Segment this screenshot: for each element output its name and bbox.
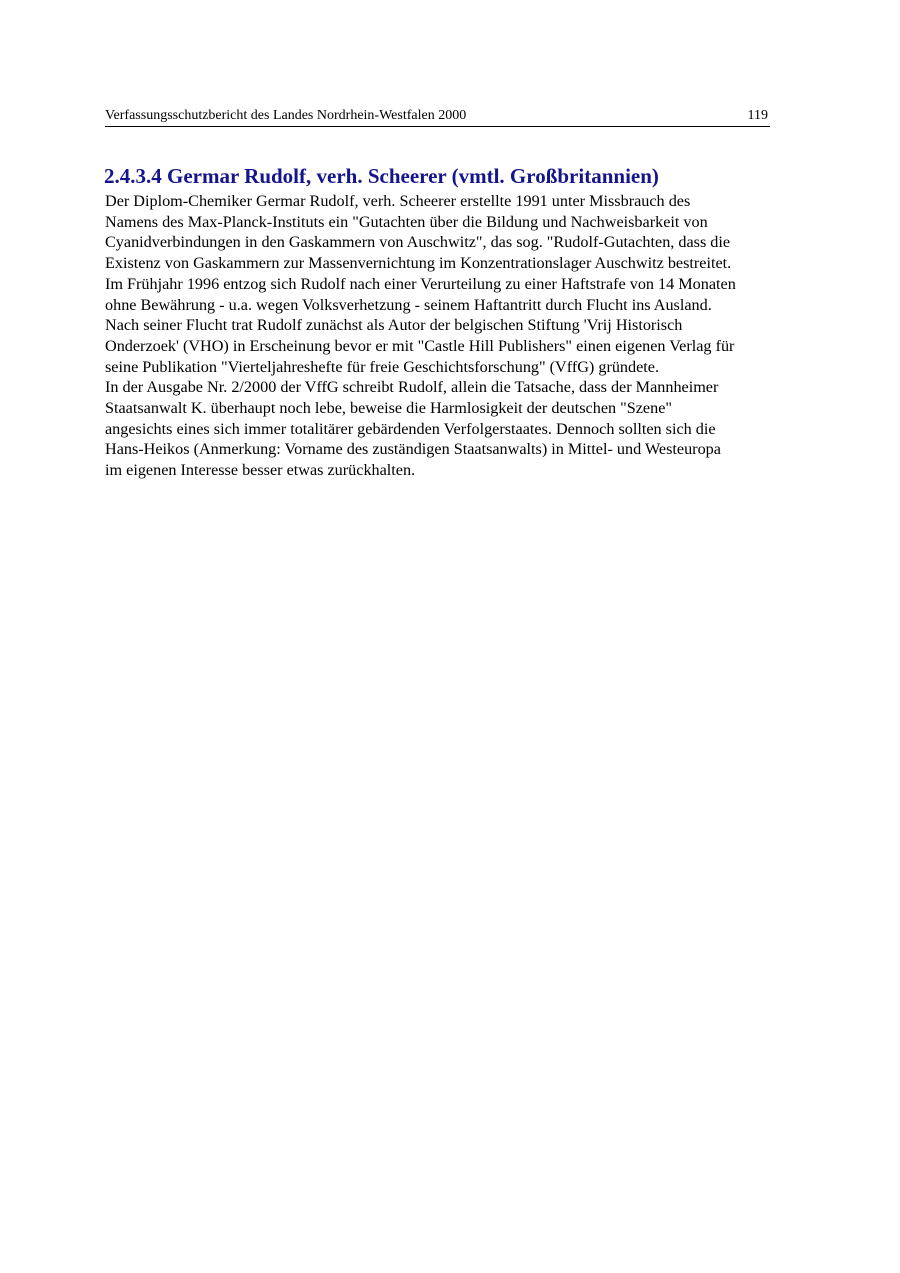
page-header [105, 106, 770, 127]
body-line: In der Ausgabe Nr. 2/2000 der VffG schreibt Rudolf, allein die Tatsache, dass der Mannheimer [105, 378, 719, 397]
body-line: Namens des Max-Planck-Instituts ein "Gutachten über die Bildung und Nachweisbarkeit von [105, 212, 708, 231]
body-line: Der Diplom-Chemiker Germar Rudolf, verh. Scheerer erstellte 1991 unter Missbrauch des [105, 192, 691, 210]
header-title: Verfassungsschutzbericht des Landes Nordrhein-Westfalen 2000 [105, 108, 467, 123]
body-line: im eigenen Interesse besser etwas zurückhalten. [105, 461, 416, 480]
body-line: seine Publikation "Vierteljahreshefte für freie Geschichtsforschung" (VffG) gründete. [105, 357, 660, 376]
section-heading: 2.4.3.4 Germar Rudolf, verh. Scheerer (vmtl. Großbritannien) [104, 164, 659, 188]
body-line: Onderzoek' (VHO) in Erscheinung bevor er mit "Castle Hill Publishers" einen eigenen Verlag für [105, 336, 735, 355]
body-line: ohne Bewährung - u.a. wegen Volksverhetzung - seinem Haftantritt durch Flucht ins Ausland. [105, 295, 712, 314]
section-body [105, 191, 815, 481]
body-line: angesichts eines sich immer totalitärer gebärdenden Verfolgerstaates. Dennoch sollten sich die [105, 419, 716, 438]
body-line: Cyanidverbindungen in den Gaskammern von Auschwitz", das sog. "Rudolf-Gutachten, dass die [105, 233, 731, 252]
body-line: Im Frühjahr 1996 entzog sich Rudolf nach einer Verurteilung zu einer Haftstrafe von 14 Monaten [105, 274, 736, 293]
page-number: 119 [747, 108, 768, 123]
body-line: Hans-Heikos (Anmerkung: Vorname des zuständigen Staatsanwalts) in Mittel- und Westeuropa [105, 440, 721, 459]
body-line: Existenz von Gaskammern zur Massenvernichtung im Konzentrationslager Auschwitz bestreitet. [105, 254, 732, 273]
body-line: Staatsanwalt K. überhaupt noch lebe, beweise die Harmlosigkeit der deutschen "Szene" [105, 399, 673, 418]
body-line: Nach seiner Flucht trat Rudolf zunächst als Autor der belgischen Stiftung 'Vrij Historisch [105, 316, 683, 335]
